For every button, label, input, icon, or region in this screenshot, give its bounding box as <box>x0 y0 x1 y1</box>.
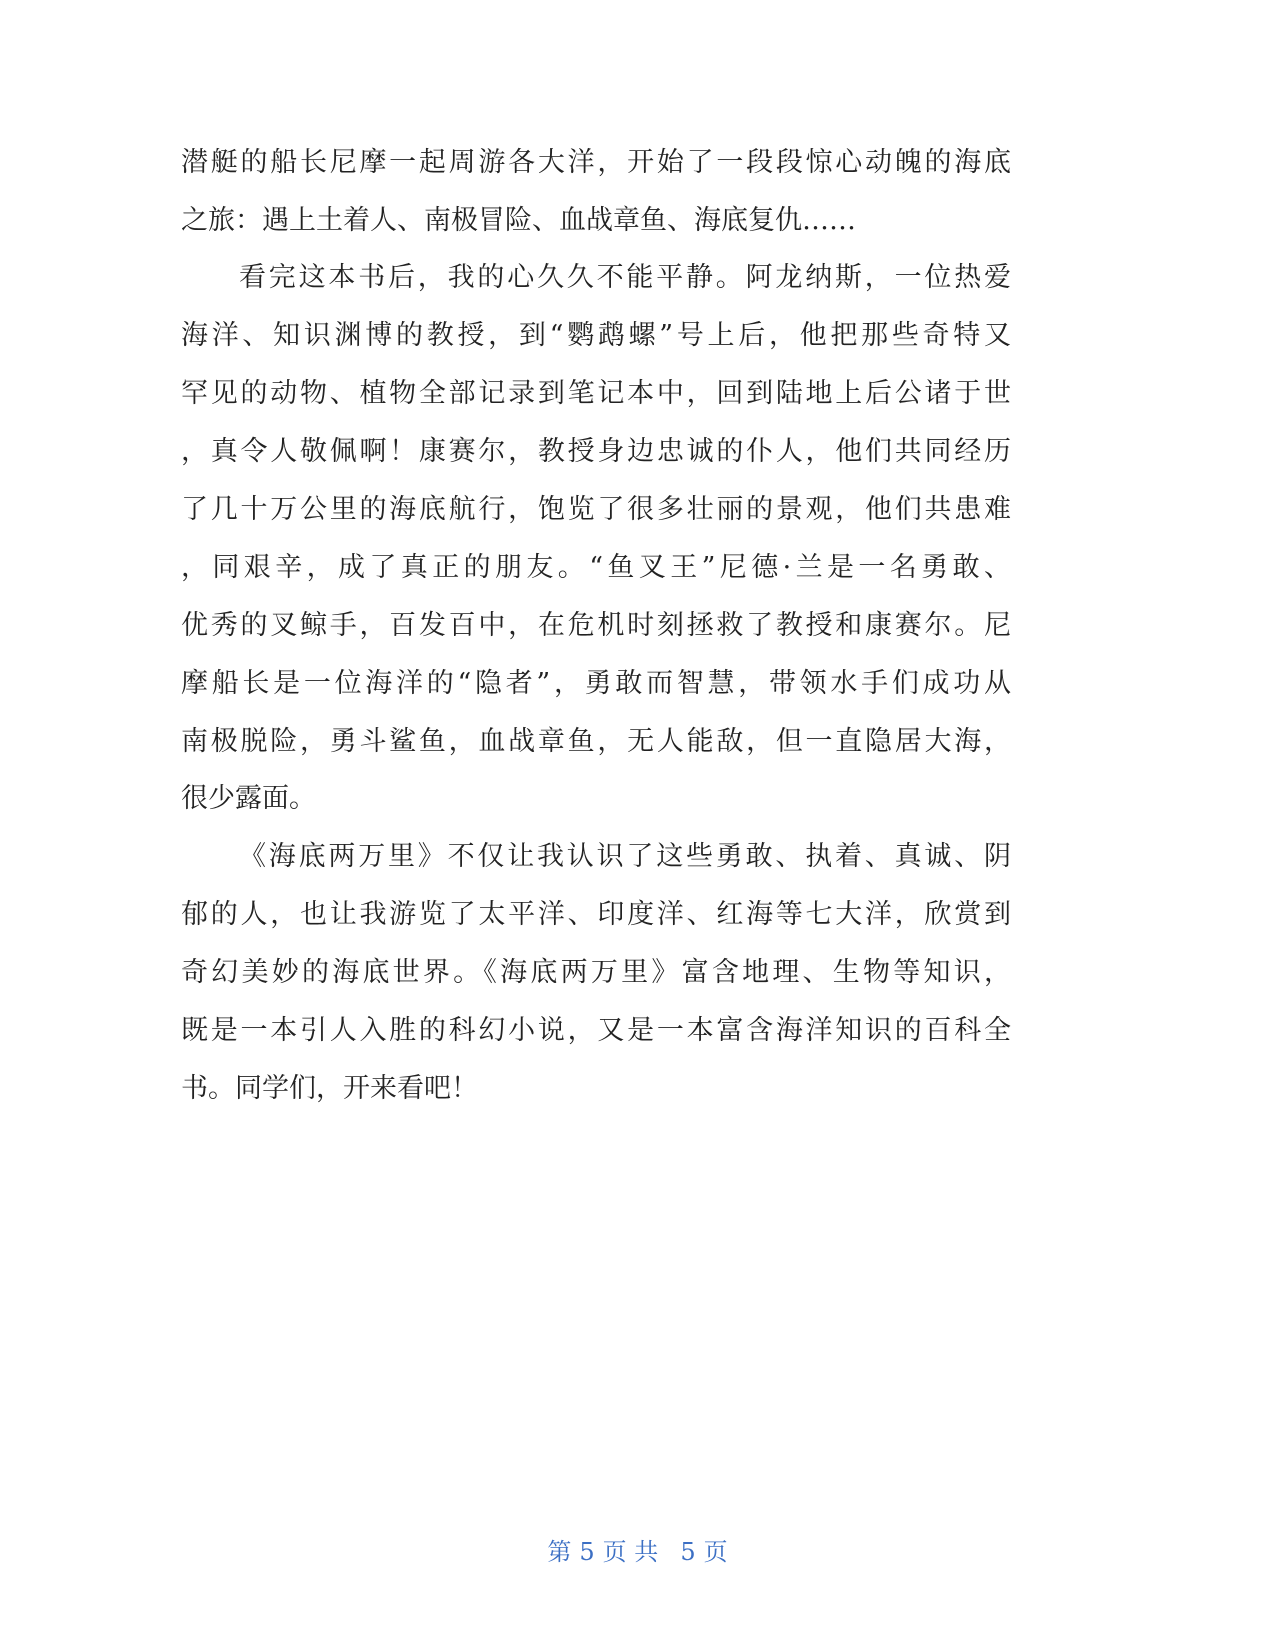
text-line: ，同艰辛，成了真正的朋友。“鱼叉王”尼德·兰是一名勇敢、 <box>181 552 1011 583</box>
text-line: ，真令人敬佩啊！康赛尔，教授身边忠诚的仆人，他们共同经历 <box>181 436 1011 467</box>
text-line: 南极脱险，勇斗鲨鱼，血战章鱼，无人能敌，但一直隐居大海， <box>181 726 1011 757</box>
text-line: 潜艇的船长尼摩一起周游各大洋，开始了一段段惊心动魄的海底 <box>181 147 1011 178</box>
footer-suffix: 页 <box>703 1538 728 1566</box>
text-line: 优秀的叉鲸手，百发百中，在危机时刻拯救了教授和康赛尔。尼 <box>181 610 1011 641</box>
text-line: 既是一本引人入胜的科幻小说，又是一本富含海洋知识的百科全 <box>181 1015 1011 1046</box>
page-footer <box>0 1536 1275 1568</box>
text-line: 郁的人，也让我游览了太平洋、印度洋、红海等七大洋，欣赏到 <box>181 899 1011 930</box>
text-line: 了几十万公里的海底航行，饱览了很多壮丽的景观，他们共患难 <box>181 494 1011 525</box>
text-line: 之旅：遇上土着人、南极冒险、血战章鱼、海底复仇…… <box>181 205 856 236</box>
footer-total-pages: 5 <box>680 1538 696 1566</box>
text-line: 奇幻美妙的海底世界。《海底两万里》富含地理、生物等知识， <box>181 957 1011 988</box>
text-line: 书。同学们，开来看吧！ <box>181 1073 478 1104</box>
text-line: 罕见的动物、植物全部记录到笔记本中，回到陆地上后公诸于世 <box>181 378 1011 409</box>
footer-middle: 页 共 <box>602 1538 659 1566</box>
footer-prefix: 第 <box>547 1538 572 1566</box>
footer-page-number: 5 <box>579 1538 595 1566</box>
text-line: 《海底两万里》不仅让我认识了这些勇敢、执着、真诚、阴 <box>239 841 1011 872</box>
text-line: 很少露面。 <box>181 783 316 814</box>
text-line: 看完这本书后，我的心久久不能平静。阿龙纳斯，一位热爱 <box>239 262 1011 293</box>
text-line: 摩船长是一位海洋的“隐者”，勇敢而智慧，带领水手们成功从 <box>181 668 1011 699</box>
text-line: 海洋、知识渊博的教授，到“鹦鹉螺”号上后，他把那些奇特又 <box>181 320 1011 351</box>
